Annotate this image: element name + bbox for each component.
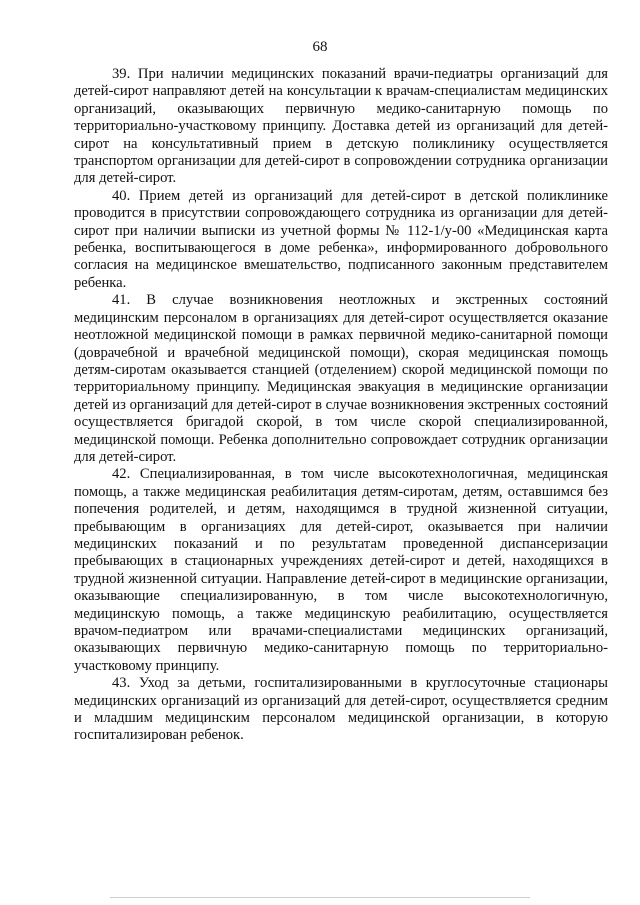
paragraph-39: 39. При наличии медицинских показаний врачи-педиатры организаций для детей-сирот направляют детей на консультации к врачам-специалистам медицинских организаций, оказывающих первичную медико-санитарную помощь по территориально-участковому принципу. Доставка детей из организаций для детей-сирот на консультативный прием в детскую поликлинику осуществляется транспортом организации для детей-сирот в сопровождении сотрудника организации для детей-сирот. (74, 66, 608, 187)
paragraph-43: 43. Уход за детьми, госпитализированными в круглосуточные стационары медицинских организаций из организаций для детей-сирот, осуществляется средним и младшим медицинским персоналом медицинской организации, в которую госпитализирован ребенок. (74, 675, 608, 744)
paragraph-41: 41. В случае возникновения неотложных и экстренных состояний медицинским персоналом в организациях для детей-сирот осуществляется оказание неотложной медицинской помощи в рамках первичной медико-санитарной помощи (доврачебной и врачебной медицинской помощи), скорая медицинская помощь детям-сиротам оказывается станцией (отделением) скорой медицинской помощи по территориальному принципу. Медицинская эвакуация в медицинские организации детей из организаций для детей-сирот в случае возникновения экстренных состояний осуществляется бригадой скорой, в том числе скорой специализированной, медицинской помощи. Ребенка дополнительно сопровождает сотрудник организации для детей-сирот. (74, 292, 608, 465)
paragraph-42: 42. Специализированная, в том числе высокотехнологичная, медицинская помощь, а также медицинская реабилитация детям-сиротам, детям, оставшимся без попечения родителей, и детям, находящимся в трудной жизненной ситуации, пребывающим в организациях для детей-сирот, оказывается при наличии медицинских показаний и по результатам проведенной диспансеризации пребывающих в стационарных учреждениях детей-сирот и детей, находящихся в трудной жизненной ситуации. Направление детей-сирот в медицинские организации, оказывающие специализированную, в том числе высокотехнологичную, медицинскую помощь, а также медицинскую реабилитацию, осуществляется врачом-педиатром или врачами-специалистами медицинских организаций, оказывающих первичную медико-санитарную помощь по территориально-участковому принципу. (74, 466, 608, 674)
page-number: 68 (312, 39, 328, 55)
page-bottom-divider (110, 897, 530, 898)
document-body (74, 66, 608, 745)
paragraph-40: 40. Прием детей из организаций для детей-сирот в детской поликлинике проводится в присутствии сопровождающего сотрудника из организации для детей-сирот при наличии выписки из учетной формы № 112-1/у-00 «Медицинская карта ребенка, воспитывающегося в доме ребенка», информированного добровольного согласия на медицинское вмешательство, подписанного законным представителем ребенка. (74, 187, 608, 291)
